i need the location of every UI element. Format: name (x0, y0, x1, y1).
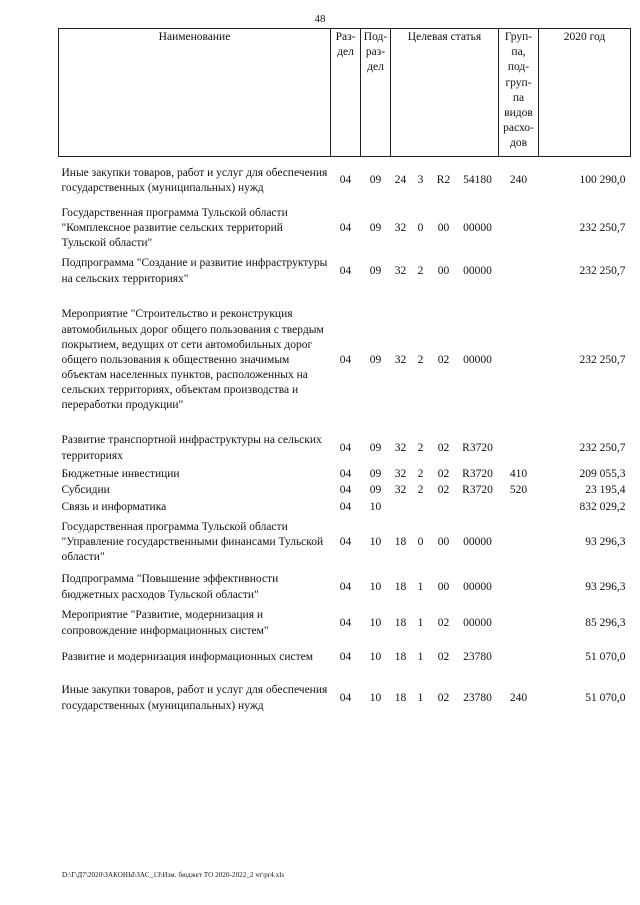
row-code-subprogram: 2 (417, 467, 424, 480)
row-code-direction: 54180 (463, 174, 492, 187)
row-code-subprogram (411, 499, 431, 517)
row-name: Подпрограмма "Повышение эффективности бюджетных расходов Тульской области" (61, 573, 279, 601)
row-name: Иные закупки товаров, работ и услуг для обеспечения государственных (муниципальных) нужд (61, 684, 328, 712)
row-name: Государственная программа Тульской области "Управление государственными финансами Тульской области" (61, 520, 324, 564)
table-row (59, 607, 631, 641)
row-amount: 51 070,0 (585, 691, 626, 704)
row-code-subprogram: 1 (417, 580, 424, 593)
row-amount: 232 250,7 (579, 264, 626, 277)
table-row (59, 517, 631, 569)
row-podrazdel: 09 (369, 353, 382, 366)
row-code-event: 02 (437, 353, 450, 366)
row-razdel: 04 (339, 353, 352, 366)
row-razdel: 04 (339, 650, 352, 663)
row-razdel: 04 (339, 580, 352, 593)
budget-table (58, 28, 631, 723)
row-code-program: 18 (394, 691, 407, 704)
row-amount: 93 296,3 (585, 580, 626, 593)
row-podrazdel: 09 (369, 264, 382, 277)
table-row (59, 431, 631, 467)
page-number: 48 (314, 13, 326, 25)
row-amount: 23 195,4 (585, 483, 626, 496)
row-code-subprogram: 2 (417, 353, 424, 366)
table-row (59, 641, 631, 675)
row-amount: 232 250,7 (579, 441, 626, 454)
row-code-program: 32 (394, 221, 407, 234)
row-code-event: 02 (437, 616, 450, 629)
row-vid-raskhodov (499, 607, 539, 641)
row-code-subprogram: 1 (417, 650, 424, 663)
row-razdel: 04 (339, 441, 352, 454)
row-razdel: 04 (339, 691, 352, 704)
row-code-subprogram: 0 (417, 221, 424, 234)
row-code-direction: 23780 (463, 650, 492, 663)
row-code-direction: R3720 (462, 441, 493, 454)
row-name: Мероприятие "Строительство и реконструкция автомобильных дорог общего пользования с твердым покрытием, ведущих от сети автомобильных дорог общего пользования к общественно значимым объектам населенных пунктов, расположенных на сельских территориях, объектам производства и переработки продукции" (61, 308, 324, 412)
table-row (59, 483, 631, 499)
row-razdel: 04 (339, 500, 352, 513)
row-code-direction (457, 499, 499, 517)
row-code-event: 00 (437, 580, 450, 593)
row-podrazdel: 10 (369, 580, 382, 593)
row-code-direction: 00000 (463, 616, 492, 629)
row-vid-raskhodov: 240 (509, 174, 528, 187)
row-code-program: 32 (394, 441, 407, 454)
row-podrazdel: 09 (369, 221, 382, 234)
table-body (59, 157, 631, 723)
header-name: Наименование (59, 29, 331, 157)
row-code-program: 32 (394, 483, 407, 496)
row-code-program: 18 (394, 580, 407, 593)
table-row (59, 569, 631, 607)
row-amount: 232 250,7 (579, 221, 626, 234)
row-razdel: 04 (339, 174, 352, 187)
row-code-event: 02 (437, 467, 450, 480)
row-podrazdel: 10 (369, 650, 382, 663)
row-code-program: 18 (394, 616, 407, 629)
header-razdel: Раз- дел (331, 29, 361, 157)
row-vid-raskhodov (499, 205, 539, 253)
row-code-event: 00 (437, 221, 450, 234)
table-row (59, 205, 631, 253)
row-name: Связь и информатика (61, 500, 167, 513)
file-path-footer: D:\Г\Д7\2020\ЗАКОНЫ\ЗАС_13\Изм. бюджет ТО 2020-2022_2 чт\pr4.xls (62, 871, 285, 879)
row-razdel: 04 (339, 535, 352, 548)
row-vid-raskhodov (499, 569, 539, 607)
row-podrazdel: 10 (369, 691, 382, 704)
row-code-direction: R3720 (462, 483, 493, 496)
row-code-event: 02 (437, 691, 450, 704)
header-gruppa: Груп- па, под- груп- па видов расхо- дов (499, 29, 539, 157)
row-code-program: 32 (394, 264, 407, 277)
header-year: 2020 год (539, 29, 631, 157)
row-vid-raskhodov (499, 641, 539, 675)
row-name: Развитие транспортной инфраструктуры на сельских территориях (61, 434, 322, 462)
row-vid-raskhodov: 410 (509, 467, 528, 480)
row-code-direction: 00000 (463, 221, 492, 234)
row-code-program: 24 (394, 174, 407, 187)
row-podrazdel: 09 (369, 467, 382, 480)
row-code-event: 02 (437, 483, 450, 496)
row-name: Развитие и модернизация информационных систем (61, 650, 314, 663)
header-podrazdel: Под- раз- дел (361, 29, 391, 157)
row-name: Подпрограмма "Создание и развитие инфраструктуры на сельских территориях" (61, 257, 328, 285)
row-code-subprogram: 0 (417, 535, 424, 548)
row-code-event: R2 (436, 174, 451, 187)
row-podrazdel: 09 (369, 174, 382, 187)
table-header (59, 29, 631, 157)
row-razdel: 04 (339, 616, 352, 629)
row-code-subprogram: 2 (417, 483, 424, 496)
row-code-direction: 00000 (463, 535, 492, 548)
row-code-program (391, 499, 411, 517)
row-code-event: 00 (437, 535, 450, 548)
row-code-direction: 00000 (463, 353, 492, 366)
row-code-subprogram: 2 (417, 264, 424, 277)
row-vid-raskhodov: 520 (509, 483, 528, 496)
row-amount: 85 296,3 (585, 616, 626, 629)
row-name: Мероприятие "Развитие, модернизация и сопровождение информационных систем" (61, 609, 269, 637)
row-vid-raskhodov: 240 (509, 691, 528, 704)
row-name: Государственная программа Тульской области "Комплексное развитие сельских территорий Тульской области" (61, 206, 288, 250)
row-code-subprogram: 3 (417, 174, 424, 187)
row-name: Иные закупки товаров, работ и услуг для обеспечения государственных (муниципальных) нужд (61, 166, 328, 194)
row-code-subprogram: 1 (417, 691, 424, 704)
row-code-direction: R3720 (462, 467, 493, 480)
row-vid-raskhodov (499, 499, 539, 517)
row-amount: 51 070,0 (585, 650, 626, 663)
row-code-program: 18 (394, 650, 407, 663)
row-vid-raskhodov (499, 431, 539, 467)
row-podrazdel: 09 (369, 441, 382, 454)
row-code-direction: 23780 (463, 691, 492, 704)
row-code-program: 32 (394, 353, 407, 366)
header-tselevaya: Целевая статья (391, 29, 499, 157)
table-row (59, 157, 631, 205)
row-code-direction: 00000 (463, 580, 492, 593)
row-code-event: 00 (437, 264, 450, 277)
row-razdel: 04 (339, 483, 352, 496)
row-razdel: 04 (339, 264, 352, 277)
row-code-event (431, 499, 457, 517)
row-amount: 100 290,0 (579, 174, 626, 187)
table-row (59, 291, 631, 431)
row-code-event: 02 (437, 650, 450, 663)
row-razdel: 04 (339, 467, 352, 480)
row-code-program: 32 (394, 467, 407, 480)
row-amount: 93 296,3 (585, 535, 626, 548)
row-code-program: 18 (394, 535, 407, 548)
row-name: Бюджетные инвестиции (61, 467, 180, 480)
row-amount: 232 250,7 (579, 353, 626, 366)
row-podrazdel: 09 (369, 483, 382, 496)
row-podrazdel: 10 (369, 535, 382, 548)
row-razdel: 04 (339, 221, 352, 234)
row-code-direction: 00000 (463, 264, 492, 277)
table-row (59, 499, 631, 517)
row-vid-raskhodov (499, 253, 539, 291)
table-row (59, 467, 631, 483)
row-name: Субсидии (61, 483, 110, 496)
row-amount: 209 055,3 (579, 467, 626, 480)
table-row (59, 675, 631, 723)
row-vid-raskhodov (499, 517, 539, 569)
row-code-event: 02 (437, 441, 450, 454)
row-amount: 832 029,2 (579, 500, 626, 513)
row-podrazdel: 10 (369, 500, 382, 513)
row-podrazdel: 10 (369, 616, 382, 629)
table-row (59, 253, 631, 291)
row-vid-raskhodov (499, 291, 539, 431)
row-code-subprogram: 2 (417, 441, 424, 454)
row-code-subprogram: 1 (417, 616, 424, 629)
